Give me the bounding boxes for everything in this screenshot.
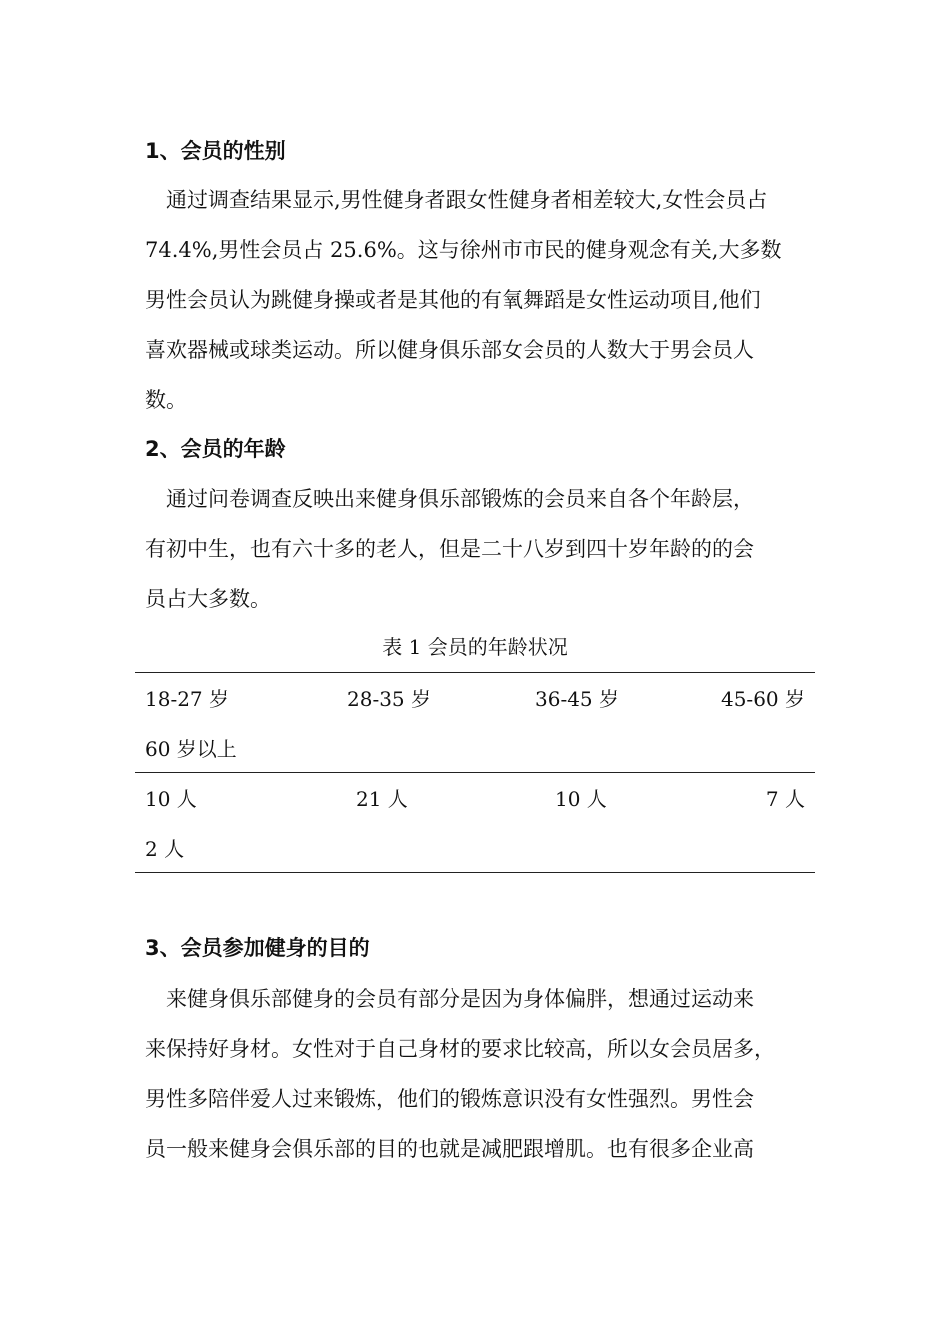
table-caption: 表 1 会员的年龄状况 xyxy=(382,635,568,659)
paragraph-line: 男性会员认为跳健身操或者是其他的有氧舞蹈是女性运动项目,他们 xyxy=(145,288,761,312)
table-value-cell: 10 人 xyxy=(555,787,607,811)
section-3-paragraph xyxy=(145,974,825,1174)
paragraph-line: 喜欢器械或球类运动。所以健身俱乐部女会员的人数大于男会员人 xyxy=(145,338,754,362)
section-1-paragraph xyxy=(145,175,825,425)
table-value-cell: 21 人 xyxy=(356,787,408,811)
table-bottom-rule xyxy=(135,872,815,873)
paragraph-line: 员占大多数。 xyxy=(145,587,271,611)
table-header-cell: 18-27 岁 xyxy=(145,687,230,711)
paragraph-line: 男性多陪伴爱人过来锻炼，他们的锻炼意识没有女性强烈。男性会 xyxy=(145,1087,754,1111)
paragraph-line: 员一般来健身会俱乐部的目的也就是减肥跟增肌。也有很多企业高 xyxy=(145,1137,754,1161)
table-header-cell: 36-45 岁 xyxy=(535,687,620,711)
paragraph-line: 通过调查结果显示,男性健身者跟女性健身者相差较大,女性会员占 xyxy=(145,188,768,212)
section-1-heading: 1、会员的性别 xyxy=(145,139,286,163)
paragraph-line: 有初中生，也有六十多的老人，但是二十八岁到四十岁年龄的的会 xyxy=(145,537,754,561)
table-header-cell: 28-35 岁 xyxy=(347,687,432,711)
section-2-paragraph xyxy=(145,474,825,624)
paragraph-line: 数。 xyxy=(145,388,187,412)
paragraph-line: 74.4%,男性会员占 25.6%。这与徐州市市民的健身观念有关,大多数 xyxy=(145,238,782,262)
table-mid-rule xyxy=(135,772,815,773)
section-3-heading: 3、会员参加健身的目的 xyxy=(145,936,370,960)
paragraph-line: 通过问卷调查反映出来健身俱乐部锻炼的会员来自各个年龄层， xyxy=(145,487,754,511)
paragraph-line: 来保持好身材。女性对于自己身材的要求比较高，所以女会员居多， xyxy=(145,1037,775,1061)
table-value-cell: 2 人 xyxy=(145,837,185,861)
paragraph-line: 来健身俱乐部健身的会员有部分是因为身体偏胖，想通过运动来 xyxy=(145,987,754,1011)
table-header-cell: 60 岁以上 xyxy=(145,737,237,761)
table-top-rule xyxy=(135,672,815,673)
section-2-heading: 2、会员的年龄 xyxy=(145,437,286,461)
table-value-cell: 7 人 xyxy=(765,787,805,811)
table-value-cell: 10 人 xyxy=(145,787,197,811)
table-header-cell: 45-60 岁 xyxy=(720,687,805,711)
